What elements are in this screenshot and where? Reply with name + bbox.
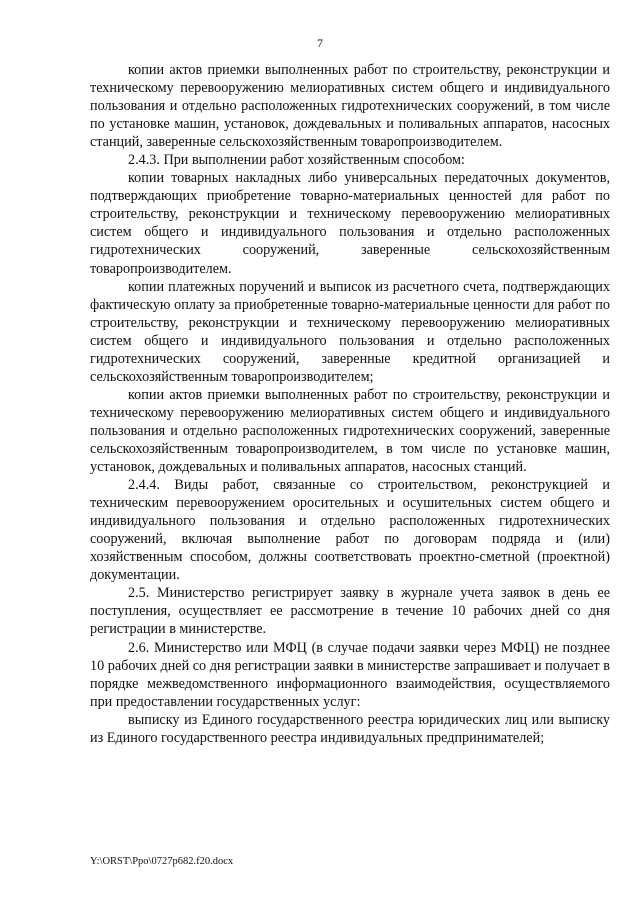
paragraph: 2.6. Министерство или МФЦ (в случае подачи заявки через МФЦ) не позднее 10 рабочих дней со дня регистрации заявки в министерстве запрашивает и получает в порядке межведомственного информационного взаимодействия, осуществляемого при предоставлении государственных услуг: (90, 639, 610, 710)
paragraph: 2.4.3. При выполнении работ хозяйственным способом: (128, 152, 465, 169)
document-body (90, 61, 610, 747)
paragraph: 2.4.4. Виды работ, связанные со строительством, реконструкцией и техническим перевооружением оросительных и осушительных систем общего и индивидуального пользования и отдельно расположенных гидротехнических сооружений, включая выполнение работ по договорам подряда и (или) хозяйственным способом, должны соответствовать проектно-сметной (проектной) документации. (90, 477, 610, 584)
paragraph: копии товарных накладных либо универсальных передаточных документов, подтверждающих приобретение товарно-материальных ценностей для работ по строительству, реконструкции и техническому перевооружению мелиоративных систем общего и индивидуального пользования и отдельно расположенных гидротехнических сооружений, заверенные сельскохозяйственным товаропроизводителем. (90, 170, 610, 277)
page-number: 7 (317, 36, 323, 50)
paragraph: 2.5. Министерство регистрирует заявку в журнале учета заявок в день ее поступления, осуществляет ее рассмотрение в течение 10 рабочих дней со дня регистрации в министерстве. (90, 585, 610, 638)
paragraph: выписку из Единого государственного реестра юридических лиц или выписку из Единого государственного реестра индивидуальных предпринимателей; (90, 711, 610, 746)
footer-file-path: Y:\ORST\Ppo\0727p682.f20.docx (90, 856, 234, 867)
paragraph: копии актов приемки выполненных работ по строительству, реконструкции и техническому перевооружению мелиоративных систем общего и индивидуального пользования и отдельно расположенных гидротехнических сооружений, заверенные сельскохозяйственным товаропроизводителем, в том числе по установке машин, установок, дождевальных и поливальных аппаратов, насосных станций. (90, 386, 610, 476)
paragraph: копии платежных поручений и выписок из расчетного счета, подтверждающих фактическую оплату за приобретенные товарно-материальные ценности для работ по строительству, реконструкции и техническому перевооружению мелиоративных систем общего и индивидуального пользования и отдельно расположенных гидротехнических сооружений, заверенные кредитной организацией и сельскохозяйственным товаропроизводителем; (90, 278, 610, 385)
paragraph: копии актов приемки выполненных работ по строительству, реконструкции и техническому перевооружению мелиоративных систем общего и индивидуального пользования и отдельно расположенных гидротехнических сооружений, в том числе по установке машин, установок, дождевальных и поливальных аппаратов, насосных станций, заверенные сельскохозяйственным товаропроизводителем. (90, 62, 610, 151)
